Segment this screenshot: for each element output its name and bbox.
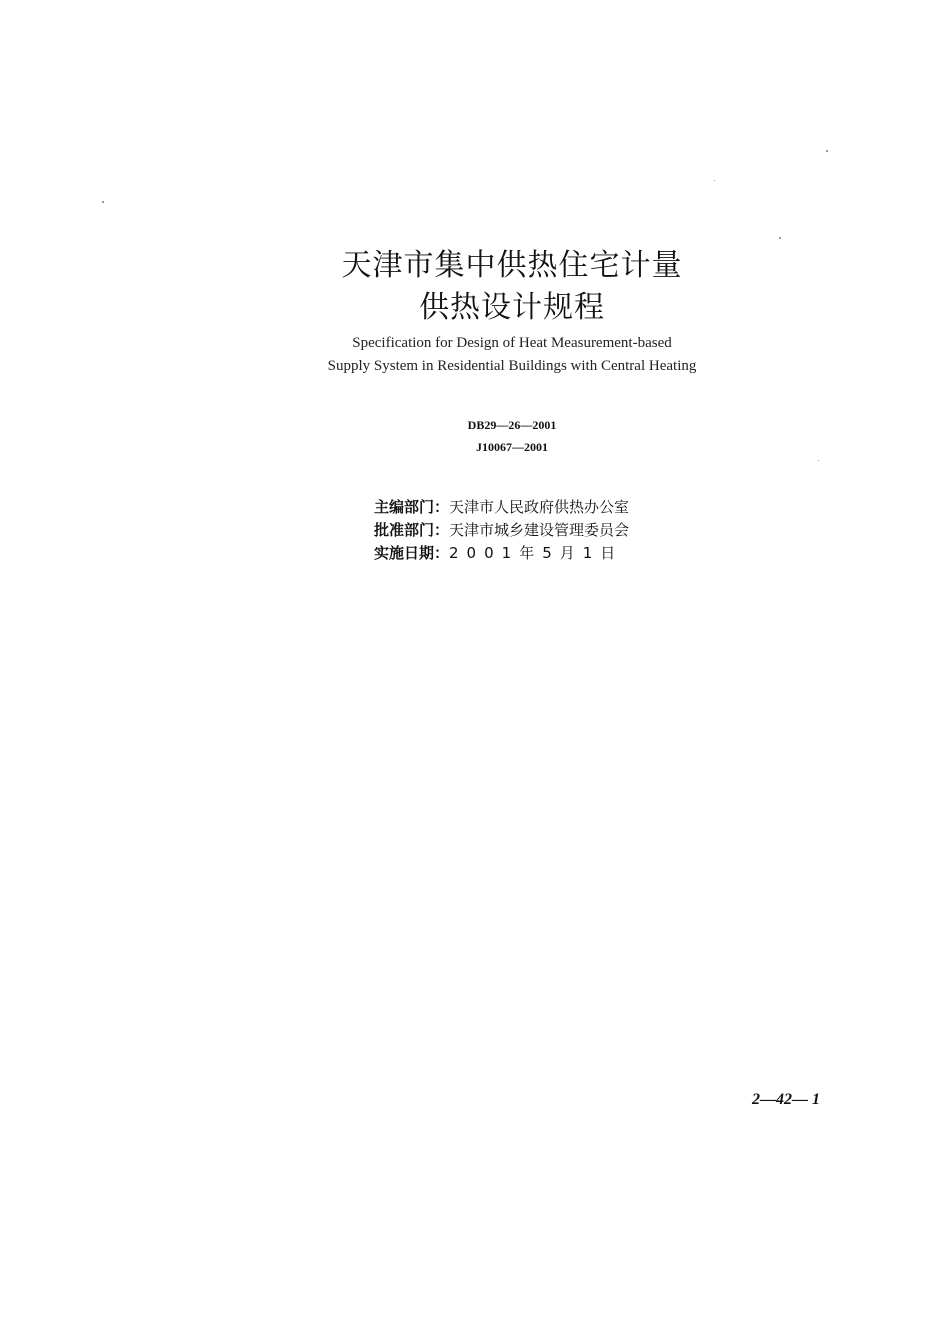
scan-speck <box>102 201 104 203</box>
chief-editor-value: 天津市人民政府供热办公室 <box>449 498 630 516</box>
title-chinese-line-1: 天津市集中供热住宅计量 <box>341 248 683 283</box>
effective-date-label: 实施日期： <box>374 544 450 562</box>
approver-label: 批准部门： <box>374 521 450 539</box>
page-number: 2—42— 1 <box>752 1091 820 1108</box>
approver-value: 天津市城乡建设管理委员会 <box>449 521 630 539</box>
standard-code-db: DB29—26—2001 <box>467 418 557 432</box>
title-english-line-1: Specification for Design of Heat Measurement-based <box>352 335 672 351</box>
scan-speck <box>826 150 828 152</box>
chief-editor-label: 主编部门： <box>374 498 450 516</box>
title-english-line-2: Supply System in Residential Buildings with Central Heating <box>327 358 697 374</box>
title-chinese-line-2: 供热设计规程 <box>419 290 605 325</box>
effective-date-value: 2001年5月1日 <box>449 544 624 562</box>
scan-speck <box>818 460 819 461</box>
chief-editor-row <box>374 496 629 517</box>
scan-speck <box>714 180 715 181</box>
approver-row <box>374 519 629 540</box>
effective-date-row <box>374 542 623 563</box>
scan-speck <box>779 237 781 239</box>
standard-code-j: J10067—2001 <box>476 440 548 454</box>
